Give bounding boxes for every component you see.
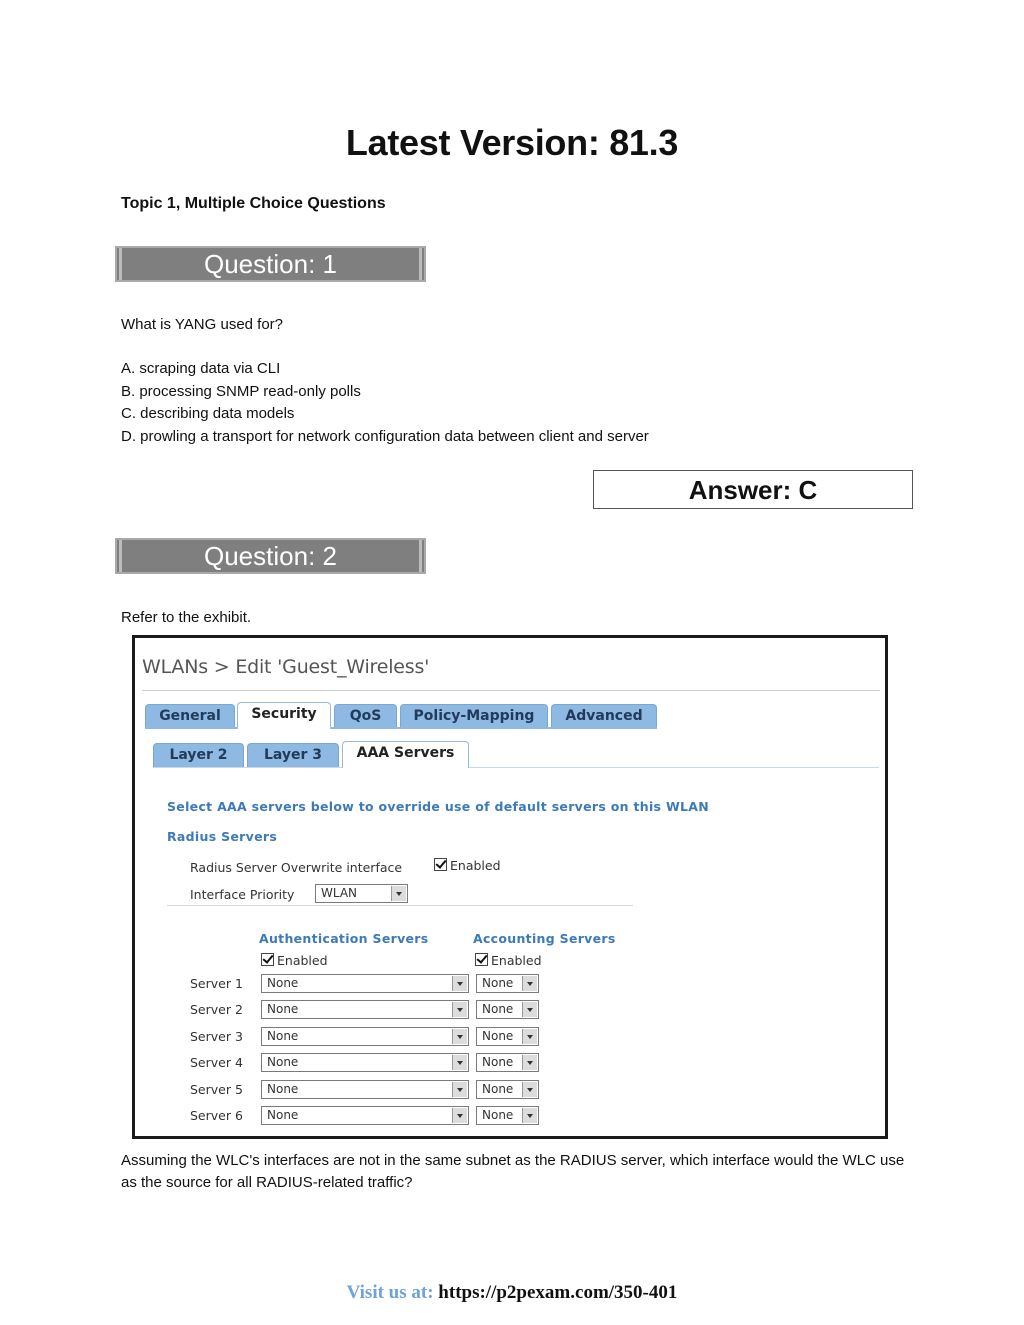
option-d: D. prowling a transport for network configuration data between client and server — [121, 427, 649, 445]
tab-policy-mapping[interactable]: Policy-Mapping — [400, 704, 548, 728]
tab-advanced[interactable]: Advanced — [551, 704, 657, 728]
server-5-label: Server 5 — [190, 1082, 243, 1097]
server-6-acct-select[interactable]: None — [476, 1106, 539, 1125]
footer-visit-label: Visit us at: — [346, 1282, 434, 1303]
server-4-auth-select[interactable]: None — [261, 1053, 469, 1072]
server-3-auth-select[interactable]: None — [261, 1027, 469, 1046]
divider — [142, 690, 880, 691]
checkbox-checked-icon — [475, 953, 488, 966]
dropdown-arrow-icon — [452, 1002, 467, 1017]
topic-heading: Topic 1, Multiple Choice Questions — [121, 195, 386, 212]
tab-general[interactable]: General — [145, 704, 235, 728]
auth-enabled-checkbox[interactable]: Enabled — [261, 953, 328, 968]
overwrite-interface-checkbox[interactable]: Enabled — [434, 858, 501, 873]
dropdown-arrow-icon — [452, 976, 467, 991]
server-6-label: Server 6 — [190, 1108, 243, 1123]
subtab-line — [153, 767, 879, 768]
server-2-acct-select[interactable]: None — [476, 1000, 539, 1019]
dropdown-arrow-icon — [522, 1108, 537, 1123]
dropdown-arrow-icon — [452, 1082, 467, 1097]
subtab-aaa-servers[interactable]: AAA Servers — [342, 741, 469, 768]
answer-box: Answer: C — [593, 470, 913, 509]
option-b: B. processing SNMP read-only polls — [121, 382, 361, 400]
footer — [0, 1282, 1024, 1304]
page-title: Latest Version: 81.3 — [345, 122, 679, 163]
footer-url-link[interactable]: https://p2pexam.com/350-401 — [438, 1282, 678, 1303]
checkbox-checked-icon — [261, 953, 274, 966]
server-5-acct-select[interactable]: None — [476, 1080, 539, 1099]
dropdown-arrow-icon — [522, 1082, 537, 1097]
server-1-label: Server 1 — [190, 976, 243, 991]
checkbox-checked-icon — [434, 858, 447, 871]
subtab-layer-2[interactable]: Layer 2 — [153, 743, 244, 767]
dropdown-arrow-icon — [522, 976, 537, 991]
exhibit-title: WLANs > Edit 'Guest_Wireless' — [142, 656, 430, 678]
dropdown-arrow-icon — [522, 1002, 537, 1017]
option-c: C. describing data models — [121, 405, 295, 422]
option-a: A. scraping data via CLI — [121, 360, 281, 377]
tab-security[interactable]: Security — [237, 702, 331, 729]
server-3-label: Server 3 — [190, 1029, 243, 1044]
question-2-text: Assuming the WLC's interfaces are not in the same subnet as the RADIUS server, which interface would the WLC use as the source for all RADIUS-related traffic? — [121, 1152, 905, 1191]
overwrite-interface-label: Radius Server Overwrite interface — [190, 860, 403, 875]
dropdown-arrow-icon — [522, 1055, 537, 1070]
question-1-header: Question: 1 — [115, 246, 426, 282]
question-2-intro: Refer to the exhibit. — [121, 609, 252, 626]
question-1-options — [121, 358, 649, 448]
instruction-text: Select AAA servers below to override use of default servers on this WLAN — [167, 799, 710, 814]
server-2-label: Server 2 — [190, 1002, 243, 1017]
dropdown-arrow-icon — [391, 886, 406, 901]
interface-priority-label: Interface Priority — [190, 887, 295, 902]
authentication-servers-heading: Authentication Servers — [259, 931, 429, 946]
radius-servers-heading: Radius Servers — [167, 829, 278, 844]
server-4-label: Server 4 — [190, 1055, 243, 1070]
acct-enabled-checkbox[interactable]: Enabled — [475, 953, 542, 968]
server-1-acct-select[interactable]: None — [476, 974, 539, 993]
server-1-auth-select[interactable]: None — [261, 974, 469, 993]
tab-bar-line — [145, 727, 657, 729]
accounting-servers-heading: Accounting Servers — [473, 931, 616, 946]
server-5-auth-select[interactable]: None — [261, 1080, 469, 1099]
dropdown-arrow-icon — [452, 1108, 467, 1123]
server-2-auth-select[interactable]: None — [261, 1000, 469, 1019]
server-4-acct-select[interactable]: None — [476, 1053, 539, 1072]
server-6-auth-select[interactable]: None — [261, 1106, 469, 1125]
exhibit-wlc-screenshot — [132, 635, 888, 1139]
interface-priority-select[interactable]: WLAN — [315, 884, 408, 903]
dropdown-arrow-icon — [522, 1029, 537, 1044]
question-2-header: Question: 2 — [115, 538, 426, 574]
question-1-text: What is YANG used for? — [121, 316, 284, 333]
subtab-layer-3[interactable]: Layer 3 — [247, 743, 339, 767]
dropdown-arrow-icon — [452, 1029, 467, 1044]
dropdown-arrow-icon — [452, 1055, 467, 1070]
tab-qos[interactable]: QoS — [334, 704, 397, 728]
server-3-acct-select[interactable]: None — [476, 1027, 539, 1046]
section-divider — [167, 905, 633, 906]
